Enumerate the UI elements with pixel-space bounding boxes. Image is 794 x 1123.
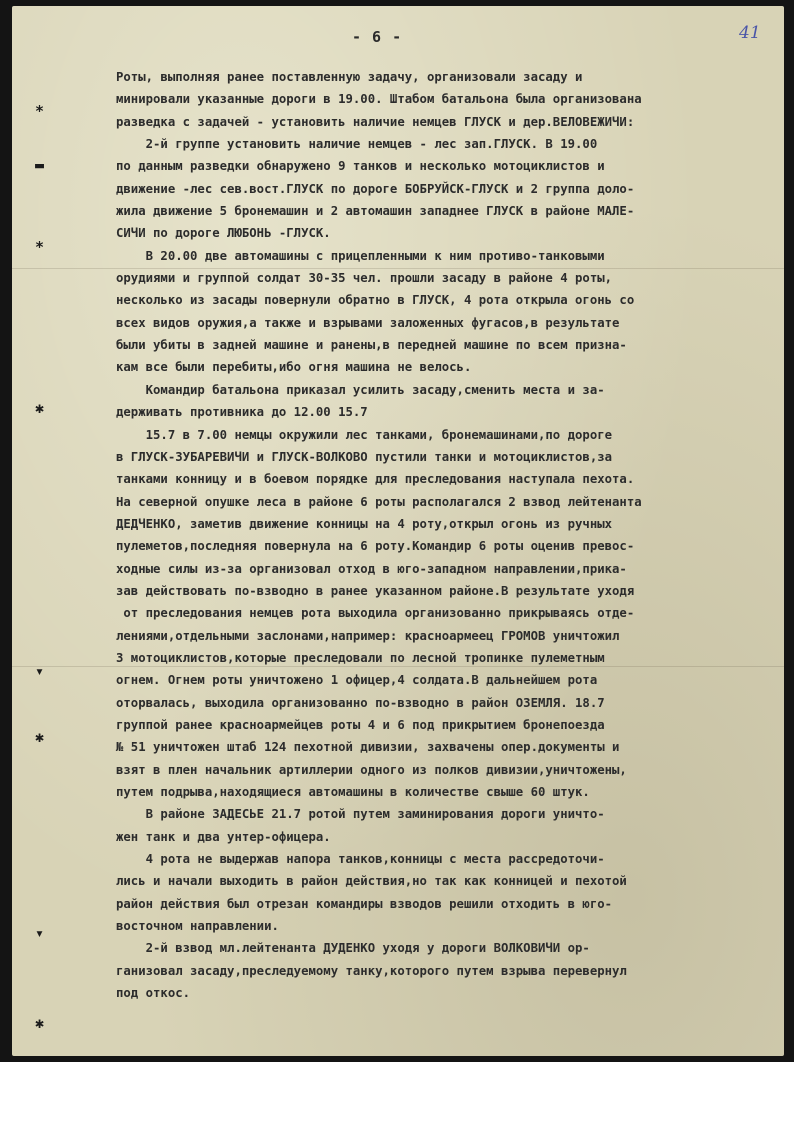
text-line: от преследования немцев рота выходила организованно прикрываясь отде- (116, 606, 635, 621)
text-line: Роты, выполняя ранее поставленную задачу, организовали засаду и (116, 70, 583, 84)
text-line: всех видов оружия,а также и взрывами заложенных фугасов,в результате (116, 315, 620, 330)
text-line: минировали указанные дороги в 19.00. Штабом батальона была организована (116, 92, 642, 107)
text-line: 4 рота не выдержав напора танков,конницы с места рассредоточи- (116, 852, 605, 867)
text-line: восточном направлении. (116, 919, 279, 934)
text-line: СИЧИ по дороге ЛЮБОНЬ -ГЛУСК. (116, 226, 331, 241)
document-page (12, 6, 784, 1056)
text-line: 15.7 в 7.00 немцы окружили лес танками, бронемашинами,по дороге (116, 427, 613, 442)
text-line: по данным разведки обнаружено 9 танков и несколько мотоциклистов и (116, 159, 605, 174)
text-line: разведка с задачей - установить наличие немцев ГЛУСК и дер.ВЕЛОВЕЖИЧИ: (116, 114, 635, 129)
binding-hole-mark: * (35, 238, 45, 256)
text-line: ДЕДЧЕНКО, заметив движение конницы на 4 роту,открыл огонь из ручных (116, 516, 613, 531)
text-line: № 51 уничтожен штаб 124 пехотной дивизии, захвачены опер.документы и (116, 740, 620, 755)
text-line: район действия был отрезан командиры взводов решили отходить в юго- (116, 896, 613, 911)
text-line: путем подрыва,находящиеся автомашины в количестве свыше 60 штук. (116, 785, 590, 799)
text-line: под откос. (116, 986, 191, 1001)
text-line: несколько из засады повернули обратно в ГЛУСК, 4 рота открыла огонь со (116, 293, 635, 308)
text-line: ходные силы из-за организовал отход в юго-западном направлении,прика- (116, 561, 627, 576)
text-line: 3 мотоциклистов,которые преследовали по лесной тропинке пулеметным (116, 650, 605, 665)
text-line: В 20.00 две автомашины с прицепленными к ним противо-танковыми (116, 248, 605, 263)
binding-hole-mark: ✱ (35, 728, 45, 746)
binding-hole-mark: * (35, 102, 45, 120)
page-number: - 6 - (352, 28, 403, 46)
typewritten-report-body (116, 66, 776, 1004)
text-line: 2-й группе установить наличие немцев - лес зап.ГЛУСК. В 19.00 (116, 137, 598, 152)
text-line: лениями,отдельными заслонами,например: красноармеец ГРОМОВ уничтожил (116, 628, 620, 643)
binding-hole-mark: ▬ (35, 156, 45, 174)
text-line: оторвалась, выходила организованно по-взводно в район ОЗЕМЛЯ. 18.7 (116, 695, 605, 710)
text-line: зав действовать по-взводно в ранее указанном районе.В результате уходя (116, 583, 635, 598)
binding-hole-mark: ✱ (35, 399, 45, 417)
text-line: пулеметов,последняя повернула на 6 роту.Командир 6 роты оценив превос- (116, 539, 635, 554)
text-line: взят в плен начальник артиллерии одного из полков дивизии,уничтожены, (116, 762, 627, 777)
text-line: Командир батальона приказал усилить засаду,сменить места и за- (116, 382, 605, 397)
text-line: огнем. Огнем роты уничтожено 1 офицер,4 солдата.В дальнейшем рота (116, 673, 598, 688)
text-line: в ГЛУСК-ЗУБАРЕВИЧИ и ГЛУСК-ВОЛКОВО пустили танки и мотоциклистов,за (116, 449, 613, 464)
text-line: 2-й взвод мл.лейтенанта ДУДЕНКО уходя у дороги ВОЛКОВИЧИ ор- (116, 941, 590, 956)
text-line: В районе ЗАДЕСЬЕ 21.7 ротой путем заминирования дороги уничто- (116, 807, 605, 822)
binding-hole-mark: ▾ (35, 662, 45, 680)
binding-hole-mark: ✱ (35, 1014, 45, 1032)
text-line: были убиты в задней машине и ранены,в передней машине по всем призна- (116, 338, 627, 353)
text-line: ганизовал засаду,преследуемому танку,которого путем взрыва перевернул (116, 963, 627, 978)
text-line: жен танк и два унтер-офицера. (116, 829, 331, 844)
archive-sheet-number: 41 (739, 23, 761, 43)
text-line: жила движение 5 бронемашин и 2 автомашин западнее ГЛУСК в районе МАЛЕ- (116, 204, 635, 219)
text-line: движение -лес сев.вост.ГЛУСК по дороге БОБРУЙСК-ГЛУСК и 2 группа доло- (116, 181, 635, 196)
text-line: танками конницу и в боевом порядке для преследования наступала пехота. (116, 472, 635, 487)
text-line: орудиями и группой солдат 30-35 чел. прошли засаду в районе 4 роты, (116, 271, 613, 286)
text-line: держивать противника до 12.00 15.7 (116, 405, 368, 420)
text-line: группой ранее красноармейцев роты 4 и 6 под прикрытием бронепоезда (116, 717, 605, 732)
text-line: На северной опушке леса в районе 6 роты располагался 2 взвод лейтенанта (116, 494, 642, 509)
binding-hole-mark: ▾ (35, 924, 45, 942)
text-line: лись и начали выходить в район действия,но так как конницей и пехотой (116, 874, 627, 889)
text-line: кам все были перебиты,ибо огня машина не велось. (116, 360, 472, 375)
